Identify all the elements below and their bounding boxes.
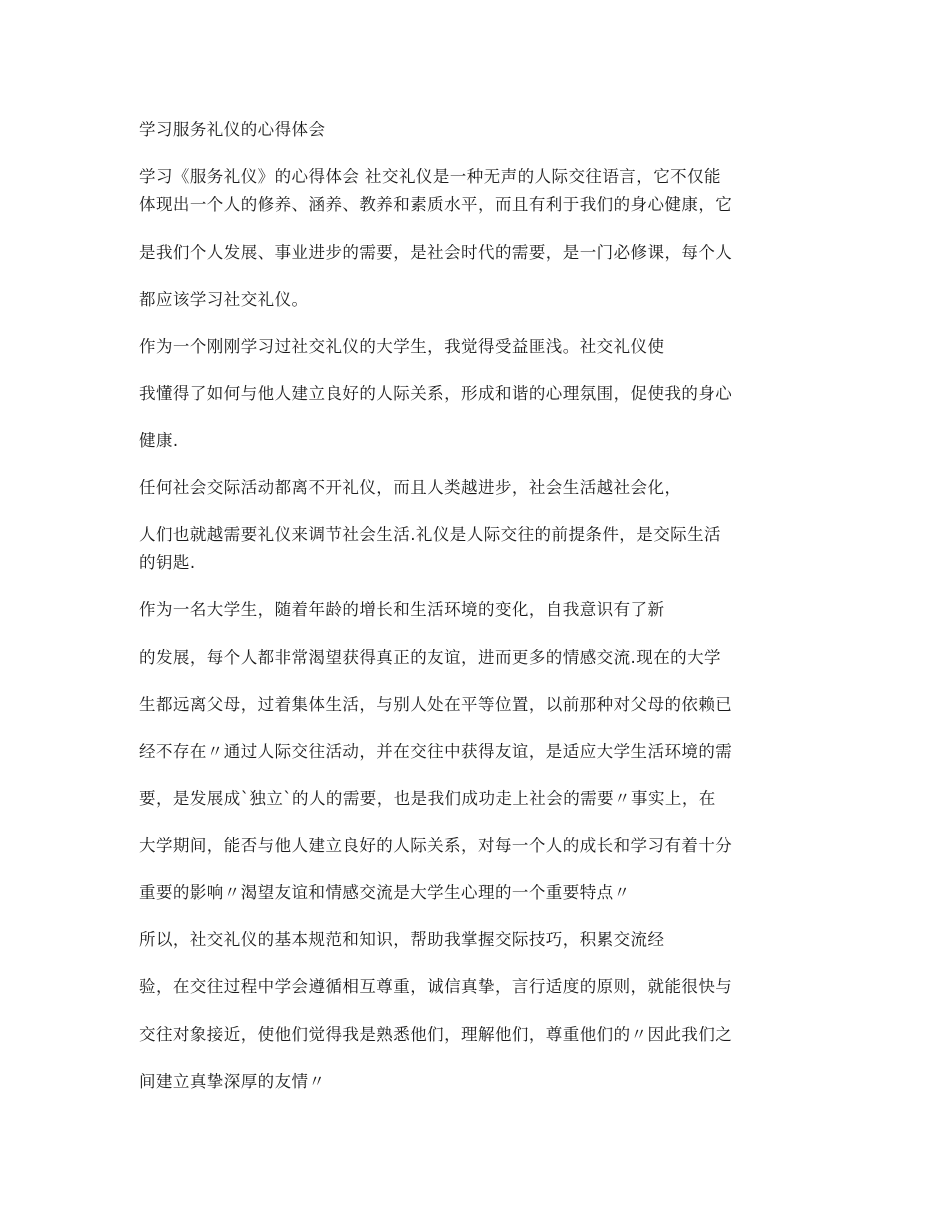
- text-line: 经不存在〃通过人际交往活动，并在交往中获得友谊，是适应大学生活环境的需: [139, 742, 733, 761]
- text-line: 重要的影响〃渴望友谊和情感交流是大学生心理的一个重要特点〃: [139, 883, 631, 902]
- text-line: 人们也就越需要礼仪来调节社会生活.礼仪是人际交往的前提条件，是交际生活: [139, 525, 721, 544]
- text-line: 是我们个人发展、事业进步的需要，是社会时代的需要，是一门必修课，每个人: [139, 243, 733, 262]
- text-line: 所以，社交礼仪的基本规范和知识，帮助我掌握交际技巧，积累交流经: [139, 930, 665, 949]
- text-line: 都应该学习社交礼仪。: [139, 290, 309, 309]
- text-line: 体现出一个人的修养、涵养、教养和素质水平，而且有利于我们的身心健康，它: [139, 195, 733, 214]
- document-title: 学习服务礼仪的心得体会: [139, 120, 326, 139]
- text-line: 任何社会交际活动都离不开礼仪，而且人类越进步，社会生活越社会化，: [139, 478, 682, 497]
- text-line: 我懂得了如何与他人建立良好的人际关系，形成和谐的心理氛围，促使我的身心: [139, 384, 733, 403]
- text-line: 作为一名大学生，随着年龄的增长和生活环境的变化，自我意识有了新: [139, 600, 665, 619]
- text-line: 交往对象接近，使他们觉得我是熟悉他们，理解他们，尊重他们的〃因此我们之: [139, 1025, 733, 1044]
- text-line: 的钥匙.: [139, 553, 196, 572]
- text-line: 验，在交往过程中学会遵循相互尊重，诚信真挚，言行适度的原则，就能很快与: [139, 977, 733, 996]
- text-line: 间建立真挚深厚的友情〃: [139, 1072, 326, 1091]
- text-line: 大学期间，能否与他人建立良好的人际关系，对每一个人的成长和学习有着十分: [139, 836, 733, 855]
- text-line: 要，是发展成`独立`的人的需要，也是我们成功走上社会的需要〃事实上，在: [139, 789, 716, 808]
- text-line: 作为一个刚刚学习过社交礼仪的大学生，我觉得受益匪浅。社交礼仪使: [139, 337, 665, 356]
- text-line: 健康.: [139, 431, 179, 450]
- text-line: 学习《服务礼仪》的心得体会 社交礼仪是一种无声的人际交往语言，它不仅能: [139, 167, 721, 186]
- text-line: 生都远离父母，过着集体生活，与别人处在平等位置，以前那种对父母的依赖已: [139, 695, 733, 714]
- text-line: 的发展，每个人都非常渴望获得真正的友谊，进而更多的情感交流.现在的大学: [139, 648, 721, 667]
